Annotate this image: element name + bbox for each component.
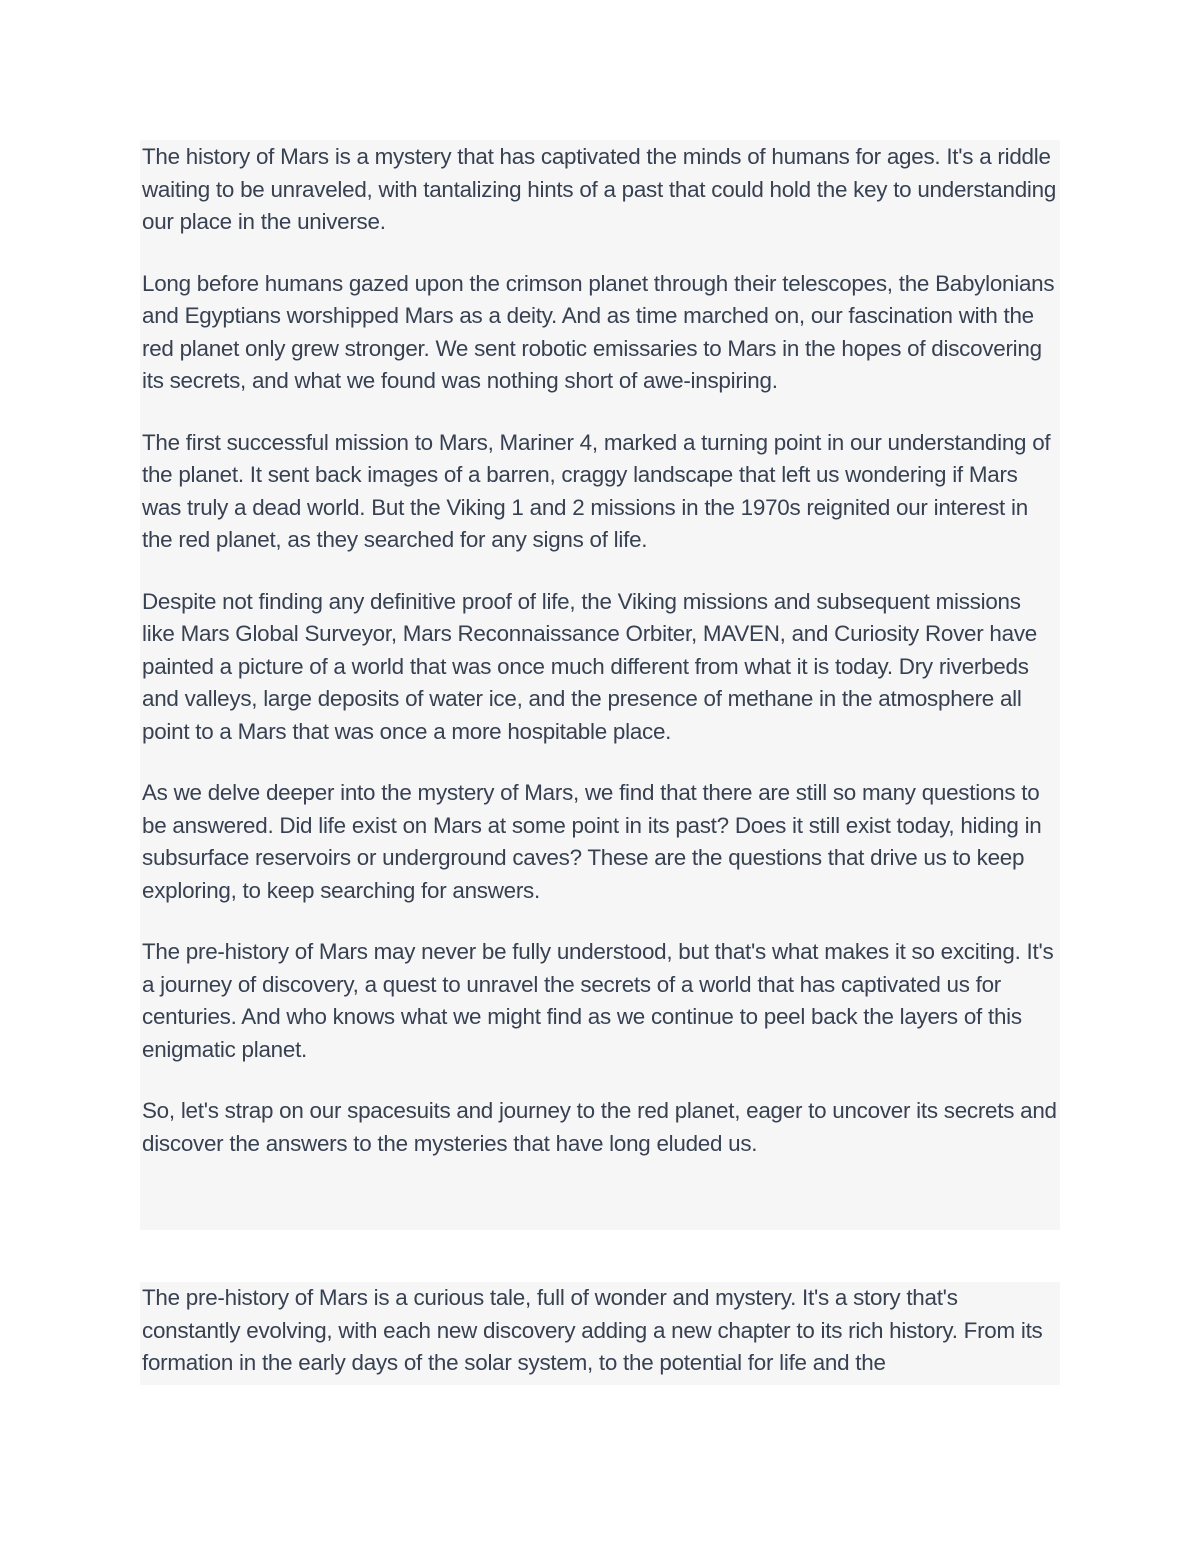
- text-block-secondary: [140, 1282, 1060, 1385]
- paragraph-mariner-viking: The first successful mission to Mars, Mariner 4, marked a turning point in our understanding of the planet. It sent back images of a barren, craggy landscape that left us wondering if Mars was truly a dead world. But the Viking 1 and 2 missions in the 1970s reignited our interest in the red planet, as they searched for any signs of life.: [142, 429, 1051, 552]
- paragraph-closing: So, let's strap on our spacesuits and journey to the red planet, eager to uncover its secrets and discover the answers to the mysteries that have long eluded us.: [142, 1098, 1057, 1156]
- paragraph-curious-tale: The pre-history of Mars is a curious tale, full of wonder and mystery. It's a story that's constantly evolving, with each new discovery adding a new chapter to its rich history. From its formation in the early days of the solar system, to the potential for life and the: [142, 1285, 1043, 1375]
- paragraph-ancient-worship: Long before humans gazed upon the crimson planet through their telescopes, the Babylonians and Egyptians worshipped Mars as a deity. And as time marched on, our fascination with the red planet only grew stronger. We sent robotic emissaries to Mars in the hopes of discovering its secrets, and what we found was nothing short of awe-inspiring.: [142, 270, 1055, 393]
- paragraph-history-intro: The history of Mars is a mystery that has captivated the minds of humans for ages. It's a riddle waiting to be unraveled, with tantalizing hints of a past that could hold the key to understanding our place in the universe.: [142, 144, 1057, 234]
- paragraph-pre-history: The pre-history of Mars may never be fully understood, but that's what makes it so exciting. It's a journey of discovery, a quest to unravel the secrets of a world that has captivated us for centuries. And who knows what we might find as we continue to peel back the layers of this enigmatic planet.: [142, 939, 1054, 1062]
- text-block-primary: [140, 140, 1060, 1230]
- paragraph-open-questions: As we delve deeper into the mystery of Mars, we find that there are still so many questions to be answered. Did life exist on Mars at some point in its past? Does it still exist today, hiding in subsurface reservoirs or underground caves? These are the questions that drive us to keep exploring, to keep searching for answers.: [142, 780, 1042, 903]
- paragraph-missions-evidence: Despite not finding any definitive proof of life, the Viking missions and subsequent missions like Mars Global Surveyor, Mars Reconnaissance Orbiter, MAVEN, and Curiosity Rover have painted a picture of a world that was once much different from what it is today. Dry riverbeds and valleys, large deposits of water ice, and the presence of methane in the atmosphere all point to a Mars that was once a more hospitable place.: [142, 588, 1037, 744]
